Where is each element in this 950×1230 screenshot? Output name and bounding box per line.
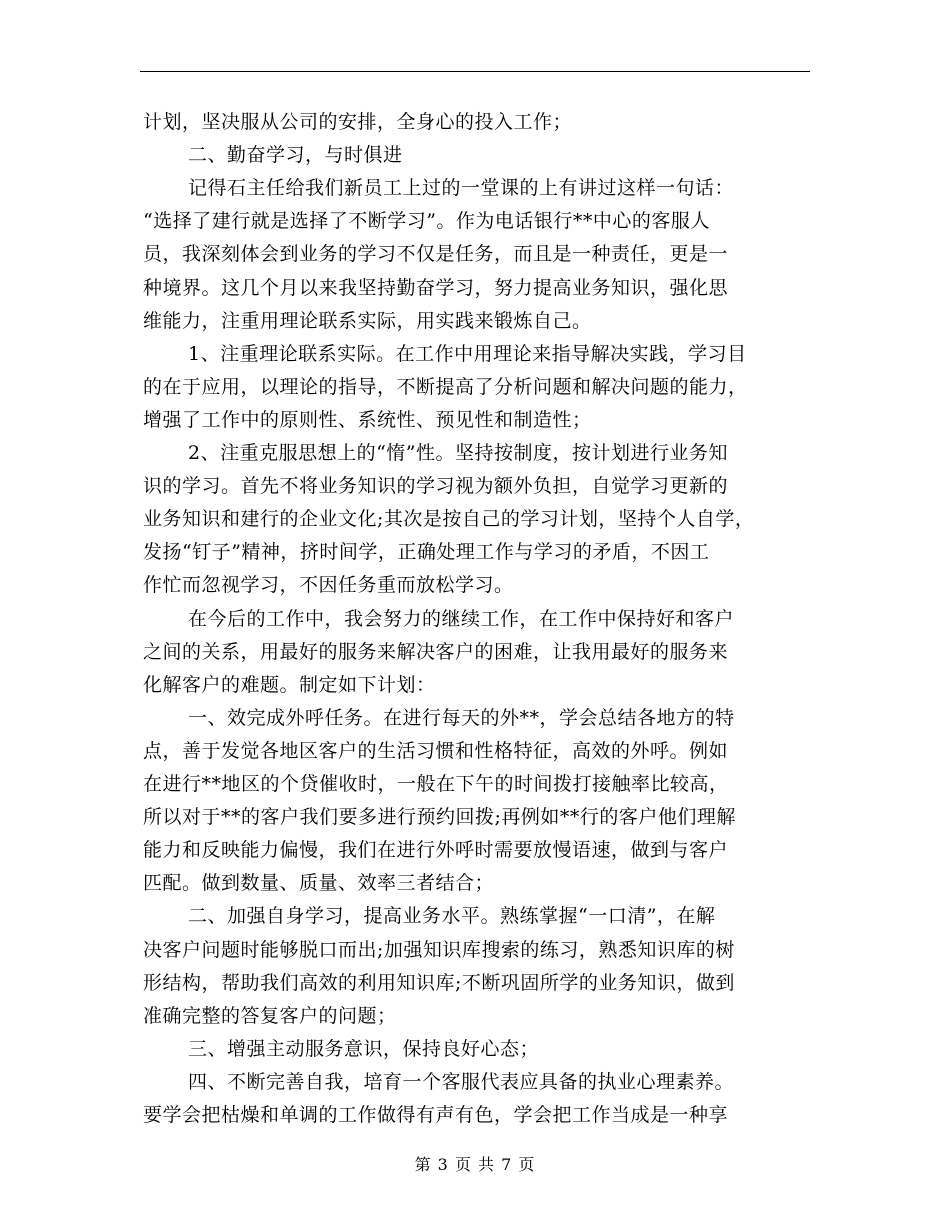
text-line: 增强了工作中的原则性、系统性、预见性和制造性；	[143, 408, 592, 431]
page-footer: 第 3 页 共 7 页	[414, 1155, 536, 1174]
text-line: 化解客户的难题。制定如下计划：	[143, 673, 436, 696]
text-line: 在进行**地区的个贷催收时，一般在下午的时间拨打接触率比较高，	[143, 773, 729, 795]
text-line: 决客户问题时能够脱口而出;加强知识库搜索的练习，熟悉知识库的树	[143, 938, 735, 961]
text-line: 在今后的工作中，我会努力的继续工作，在工作中保持好和客户	[188, 607, 735, 630]
text-line: 业务知识和建行的企业文化;其次是按自己的学习计划，坚持个人自学，	[143, 508, 755, 531]
text-line: 识的学习。首先不将业务知识的学习视为额外负担，自觉学习更新的	[143, 475, 729, 498]
text-line: 形结构，帮助我们高效的利用知识库;不断巩固所学的业务知识，做到	[143, 971, 735, 994]
text-line: 发扬“钉子”精神，挤时间学，正确处理工作与学习的矛盾，不因工	[143, 541, 710, 564]
text-line: 一、效完成外呼任务。在进行每天的外**，学会总结各地方的特	[188, 706, 735, 729]
text-line: 二、加强自身学习，提高业务水平。熟练掌握“一口清”，在解	[188, 905, 716, 928]
text-line: 2、注重克服思想上的“惰”性。坚持按制度，按计划进行业务知	[188, 442, 729, 464]
text-line: 记得石主任给我们新员工上过的一堂课的上有讲过这样一句话：	[188, 177, 735, 200]
text-line: 种境界。这几个月以来我坚持勤奋学习，努力提高业务知识，强化思	[143, 276, 729, 299]
text-line: 维能力，注重用理论联系实际，用实践来锻炼自己。	[143, 309, 592, 332]
text-line: 的在于应用，以理论的指导，不断提高了分析问题和解决问题的能力，	[143, 375, 748, 398]
text-line: 所以对于**的客户我们要多进行预约回拨;再例如**行的客户他们理解	[143, 806, 736, 829]
text-line: 匹配。做到数量、质量、效率三者结合；	[143, 872, 495, 895]
text-line: 四、不断完善自我，培育一个客服代表应具备的执业心理素养。	[188, 1070, 735, 1093]
text-line: 计划，坚决服从公司的安排，全身心的投入工作；	[143, 111, 573, 133]
text-line: 点，善于发觉各地区客户的生活习惯和性格特征，高效的外呼。例如	[143, 739, 729, 762]
text-line: 能力和反映能力偏慢，我们在进行外呼时需要放慢语速，做到与客户	[143, 839, 729, 862]
text-line: 作忙而忽视学习，不因任务重而放松学习。	[143, 574, 514, 597]
text-line: 1、注重理论联系实际。在工作中用理论来指导解决实践，学习目	[188, 342, 747, 365]
text-line: “选择了建行就是选择了不断学习”。作为电话银行**中心的客服人	[143, 210, 710, 233]
text-line: 员，我深刻体会到业务的学习不仅是任务，而且是一种责任，更是一	[143, 243, 729, 266]
text-line: 三、增强主动服务意识，保持良好心态；	[188, 1037, 540, 1060]
text-line: 准确完整的答复客户的问题；	[143, 1004, 397, 1027]
text-line: 之间的关系，用最好的服务来解决客户的困难，让我用最好的服务来	[143, 640, 729, 663]
text-line: 二、勤奋学习，与时俱进	[188, 144, 403, 167]
text-line: 要学会把枯燥和单调的工作做得有声有色，学会把工作当成是一种享	[143, 1104, 729, 1126]
header-rule	[140, 71, 810, 72]
